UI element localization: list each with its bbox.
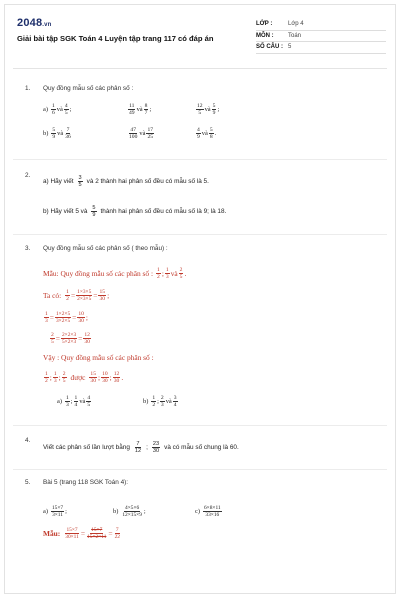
item-label: a) bbox=[57, 398, 62, 406]
numerator: 7 bbox=[136, 441, 140, 447]
denominator: 3 bbox=[53, 378, 57, 385]
denominator: 33×16 bbox=[205, 512, 220, 519]
fraction bbox=[114, 527, 121, 541]
sample-label: Mẫu: Quy đồng mẫu số các phân số : bbox=[43, 269, 154, 279]
fraction bbox=[113, 371, 121, 385]
denominator: 2 bbox=[157, 274, 160, 281]
text: và có mẫu số chung là 60. bbox=[164, 444, 239, 452]
item-label: b) bbox=[113, 508, 119, 516]
item-label: c) bbox=[195, 508, 200, 516]
punct: ; bbox=[69, 106, 72, 114]
punct: ; bbox=[107, 291, 110, 301]
numerator: 5 bbox=[52, 127, 56, 133]
punct: ; bbox=[217, 106, 220, 114]
q3-line1: Ta có: $\frac{1}{2}$ = $\frac{1\times 3\times 5}{2\times 3\times 5}$ = $\frac{15}{30}$ ; bbox=[43, 289, 110, 303]
numerator: 1 bbox=[51, 103, 55, 109]
denominator: 3 bbox=[65, 402, 69, 409]
denominator: 8 bbox=[209, 134, 213, 141]
punct: ; bbox=[149, 106, 152, 114]
meta-value: Toán bbox=[288, 32, 302, 39]
numerator: 5 bbox=[209, 127, 213, 133]
q5-text: Bài 5 (trang 118 SGK Toán 4): bbox=[43, 479, 129, 486]
fraction bbox=[121, 505, 143, 519]
fraction bbox=[151, 395, 156, 409]
denominator: 49 bbox=[129, 110, 135, 117]
conj: và bbox=[165, 398, 172, 406]
numerator: 10 bbox=[78, 311, 84, 317]
meta-row-count bbox=[256, 42, 386, 54]
fraction bbox=[51, 103, 56, 117]
denominator: 3 bbox=[160, 402, 164, 409]
fraction bbox=[65, 289, 70, 303]
denominator: 22 bbox=[114, 534, 120, 541]
item-label: a) bbox=[43, 106, 48, 114]
denominator: 30 bbox=[152, 448, 160, 455]
logo-text: 2048 bbox=[17, 17, 43, 29]
denominator: 9 bbox=[197, 134, 200, 141]
fraction bbox=[64, 527, 80, 541]
numerator: 15 bbox=[90, 371, 96, 377]
denominator: 4 bbox=[173, 402, 177, 409]
sample-label: Mẫu: bbox=[43, 529, 61, 539]
numerator: 1 bbox=[66, 289, 69, 295]
numerator: 2×2×3 bbox=[61, 332, 77, 338]
q5-item-a bbox=[43, 505, 67, 519]
conj: và bbox=[170, 269, 178, 279]
text: a) Hãy viết bbox=[43, 178, 74, 186]
denominator: 30 bbox=[99, 296, 106, 303]
conj: và bbox=[136, 106, 143, 114]
numerator: 7 bbox=[66, 127, 70, 133]
denominator: 100 bbox=[129, 134, 138, 141]
numerator: 8 bbox=[144, 103, 148, 109]
denominator: 6 bbox=[51, 110, 55, 117]
numerator: 1 bbox=[157, 267, 160, 273]
fraction bbox=[65, 395, 70, 409]
numerator: 1 bbox=[165, 267, 169, 273]
fraction bbox=[179, 267, 184, 281]
punct: ; bbox=[65, 508, 67, 516]
text: Viết các phân số lần lượt bằng bbox=[43, 444, 130, 452]
denominator: 12×15×9 bbox=[122, 512, 142, 519]
fraction bbox=[196, 103, 204, 117]
q1-number: 1. bbox=[25, 85, 31, 92]
numerator: 2 bbox=[179, 267, 183, 273]
fraction bbox=[50, 332, 55, 346]
fraction bbox=[51, 127, 56, 141]
denominator: 7 bbox=[144, 110, 148, 117]
item-label: a) bbox=[43, 508, 48, 516]
denominator: 2 bbox=[152, 402, 156, 409]
fraction bbox=[89, 371, 97, 385]
q3-conclusion: Vậy : Quy đồng mẫu số các phân số : bbox=[43, 353, 154, 362]
fraction bbox=[165, 267, 170, 281]
fraction bbox=[44, 371, 49, 385]
numerator: 2 bbox=[51, 332, 54, 338]
meta-value: Lớp 4 bbox=[288, 21, 304, 28]
q5-sample: Mẫu: $\frac{15\times 7}{30\times 11}$ = $\frac{15\times 7}{15\times 2\times 11}$ = $\frac{7}{22}$ bbox=[43, 527, 120, 541]
q3-line2: $\frac{1}{3}$ = $\frac{1\times 2\times 5}{3\times 2\times 5}$ = $\frac{10}{30}$ ; bbox=[45, 311, 88, 325]
q3-text: Quy đồng mẫu số các phân số ( theo mẫu) : bbox=[43, 245, 168, 252]
item-label: b) bbox=[43, 130, 49, 138]
numerator: 4 bbox=[64, 103, 68, 109]
numerator: 1 bbox=[45, 311, 48, 317]
fraction bbox=[160, 395, 165, 409]
text: b) Hãy viết 5 và bbox=[43, 208, 88, 216]
fraction bbox=[98, 289, 106, 303]
fraction bbox=[156, 267, 161, 281]
denominator: 9 bbox=[212, 110, 216, 117]
numerator: 1 bbox=[65, 395, 69, 401]
q5-item-b bbox=[113, 505, 146, 519]
denominator: 2×3×5 bbox=[77, 296, 92, 303]
fraction bbox=[203, 505, 222, 519]
denominator: 3 bbox=[165, 274, 169, 281]
fraction bbox=[55, 311, 71, 325]
numerator: 17 bbox=[147, 127, 154, 133]
q3-item-a: a) $\frac{1}{3}$ ; $\frac{1}{4}$ và $\frac{4}{5}$ bbox=[57, 395, 91, 409]
q1-item-c bbox=[127, 103, 151, 117]
fraction bbox=[83, 332, 91, 346]
q1-text: Quy đồng mẫu số các phân số : bbox=[43, 85, 134, 92]
numerator: 4 bbox=[197, 127, 200, 133]
meta-key: MÔN : bbox=[256, 32, 274, 39]
numerator: 3 bbox=[78, 175, 82, 181]
q3-number: 3. bbox=[25, 245, 31, 252]
page-title: Giải bài tập SGK Toán 4 Luyện tập trang 117 có đáp án bbox=[17, 34, 214, 43]
fraction bbox=[196, 127, 201, 141]
numerator: 10 bbox=[102, 371, 108, 377]
numerator: 1×2×5 bbox=[55, 311, 71, 317]
fraction bbox=[64, 127, 72, 141]
numerator: 11 bbox=[129, 103, 135, 109]
denominator: 5 bbox=[179, 274, 183, 281]
denominator: 30 bbox=[90, 378, 96, 385]
numerator: 3 bbox=[173, 395, 177, 401]
denominator: 5 bbox=[198, 110, 202, 117]
numerator: 1 bbox=[152, 395, 156, 401]
fraction bbox=[146, 127, 154, 141]
numerator: 12 bbox=[113, 371, 120, 377]
meta-row-grade bbox=[256, 19, 386, 31]
numerator: 1 bbox=[74, 395, 78, 401]
taco-label: Ta có: bbox=[43, 291, 62, 301]
meta-table bbox=[256, 19, 386, 54]
fraction bbox=[62, 371, 67, 385]
meta-value: 5 bbox=[288, 44, 292, 51]
meta-key: SỐ CÂU : bbox=[256, 44, 283, 51]
denominator: 25 bbox=[147, 134, 154, 141]
numerator: 1 bbox=[53, 371, 57, 377]
numerator: 15×7 bbox=[51, 505, 64, 511]
fraction bbox=[101, 371, 109, 385]
denominator: 5 bbox=[64, 110, 68, 117]
denominator: 5×2×3 bbox=[61, 339, 77, 346]
q5-item-c bbox=[195, 505, 223, 519]
conj: và bbox=[204, 106, 211, 114]
numerator: 15×7 bbox=[66, 527, 78, 533]
q4-item bbox=[43, 441, 239, 455]
section-divider bbox=[13, 425, 387, 426]
conj: và bbox=[56, 106, 63, 114]
text: thành hai phân số đều có mẫu số là 9; là 18. bbox=[100, 208, 227, 216]
denominator: 9 bbox=[52, 134, 56, 141]
numerator: 7 bbox=[115, 527, 119, 533]
fraction bbox=[144, 103, 152, 117]
numerator: 5 bbox=[212, 103, 216, 109]
header-divider bbox=[13, 68, 387, 69]
q1-item-d bbox=[127, 127, 155, 141]
q1-item-b bbox=[43, 127, 73, 141]
numerator: 47 bbox=[130, 127, 136, 133]
section-divider bbox=[13, 469, 387, 470]
fraction bbox=[53, 371, 58, 385]
fraction bbox=[77, 311, 85, 325]
fraction bbox=[134, 441, 142, 455]
punct: . bbox=[214, 130, 217, 138]
q2-number: 2. bbox=[25, 172, 31, 179]
denominator: 5 bbox=[51, 339, 54, 346]
q3-result: $\frac{1}{2}$ ; $\frac{1}{3}$ ; $\frac{2}{5}$ được $\frac{15}{30}$ ; $\frac{10}{30}$ ; $\frac{12}{30}$ . bbox=[45, 371, 124, 385]
fraction bbox=[91, 205, 96, 219]
conj: và bbox=[139, 130, 146, 138]
fraction bbox=[212, 103, 220, 117]
conj: và bbox=[79, 398, 86, 406]
denominator: 5 bbox=[62, 378, 66, 385]
q1-item-a bbox=[43, 103, 71, 117]
numerator: 5 bbox=[92, 205, 96, 211]
denominator: 15×2×11 bbox=[87, 534, 107, 541]
document-page bbox=[4, 4, 396, 594]
numerator: 23 bbox=[152, 441, 160, 447]
denominator: 3 bbox=[45, 318, 48, 325]
denominator: 30×11 bbox=[65, 534, 79, 541]
denominator: 30 bbox=[113, 378, 120, 385]
fraction bbox=[86, 527, 107, 541]
denominator: 12 bbox=[134, 448, 142, 455]
denominator: 30 bbox=[102, 378, 108, 385]
q3-item-b: b) $\frac{1}{2}$ ; $\frac{2}{3}$ và $\frac{3}{4}$ bbox=[143, 395, 177, 409]
fraction bbox=[61, 332, 77, 346]
fraction bbox=[78, 175, 83, 189]
denominator: 2 bbox=[66, 296, 69, 303]
q2-item-b bbox=[43, 205, 226, 219]
fraction bbox=[64, 103, 69, 117]
q2-item-a bbox=[43, 175, 209, 189]
numerator: 1×3×5 bbox=[77, 289, 92, 295]
numerator: 15×7 bbox=[91, 527, 103, 533]
numerator: 2 bbox=[160, 395, 164, 401]
fraction bbox=[76, 289, 92, 303]
denominator: 4 bbox=[74, 402, 78, 409]
denominator: 5 bbox=[87, 402, 91, 409]
numerator: 12 bbox=[84, 332, 90, 338]
punct: ; bbox=[85, 313, 88, 323]
fraction bbox=[173, 395, 178, 409]
denominator: 9 bbox=[92, 212, 96, 219]
meta-key: LỚP : bbox=[256, 21, 273, 28]
denominator: 2 bbox=[45, 378, 48, 385]
conj: và bbox=[57, 130, 64, 138]
conj: và bbox=[201, 130, 208, 138]
numerator: 6×8×11 bbox=[203, 505, 221, 511]
denominator: 36 bbox=[65, 134, 71, 141]
fraction bbox=[128, 103, 136, 117]
fraction bbox=[152, 441, 160, 455]
fraction bbox=[74, 395, 79, 409]
fraction bbox=[44, 311, 49, 325]
denominator: 30 bbox=[84, 339, 90, 346]
numerator: 4×5×6 bbox=[125, 505, 140, 511]
section-divider bbox=[13, 234, 387, 235]
numerator: 1 bbox=[45, 371, 48, 377]
numerator: 4 bbox=[87, 395, 91, 401]
item-label: b) bbox=[143, 398, 149, 406]
numerator: 12 bbox=[197, 103, 203, 109]
result-word: được bbox=[70, 373, 86, 383]
fraction bbox=[51, 505, 64, 519]
denominator: 5 bbox=[78, 182, 82, 189]
section-divider bbox=[13, 159, 387, 160]
q1-item-e bbox=[195, 103, 219, 117]
q5-number: 5. bbox=[25, 479, 31, 486]
logo-suffix: .vn bbox=[42, 22, 52, 28]
punct: ; bbox=[143, 508, 146, 516]
fraction bbox=[209, 127, 214, 141]
denominator: 3×2×5 bbox=[55, 318, 71, 325]
text: và 2 thành hai phân số đều có mẫu số là 5. bbox=[86, 178, 209, 186]
q1-item-f bbox=[195, 127, 216, 141]
q4-number: 4. bbox=[25, 437, 31, 444]
q3-sample: Mẫu: Quy đồng mẫu số các phân số : $\frac{1}{2}$ ; $\frac{1}{3}$ và $\frac{2}{5}$ . bbox=[43, 267, 187, 281]
denominator: 3×11 bbox=[52, 512, 63, 519]
numerator: 15 bbox=[99, 289, 106, 295]
punct: ; bbox=[146, 444, 148, 452]
brand-logo[interactable] bbox=[17, 17, 52, 29]
denominator: 30 bbox=[78, 318, 84, 325]
numerator: 2 bbox=[62, 371, 66, 377]
fraction bbox=[86, 395, 91, 409]
meta-row-subject bbox=[256, 31, 386, 43]
q3-line3: $\frac{2}{5}$ = $\frac{2\times 2\times 3}{5\times 2\times 3}$ = $\frac{12}{30}$ bbox=[51, 332, 90, 346]
fraction bbox=[128, 127, 138, 141]
